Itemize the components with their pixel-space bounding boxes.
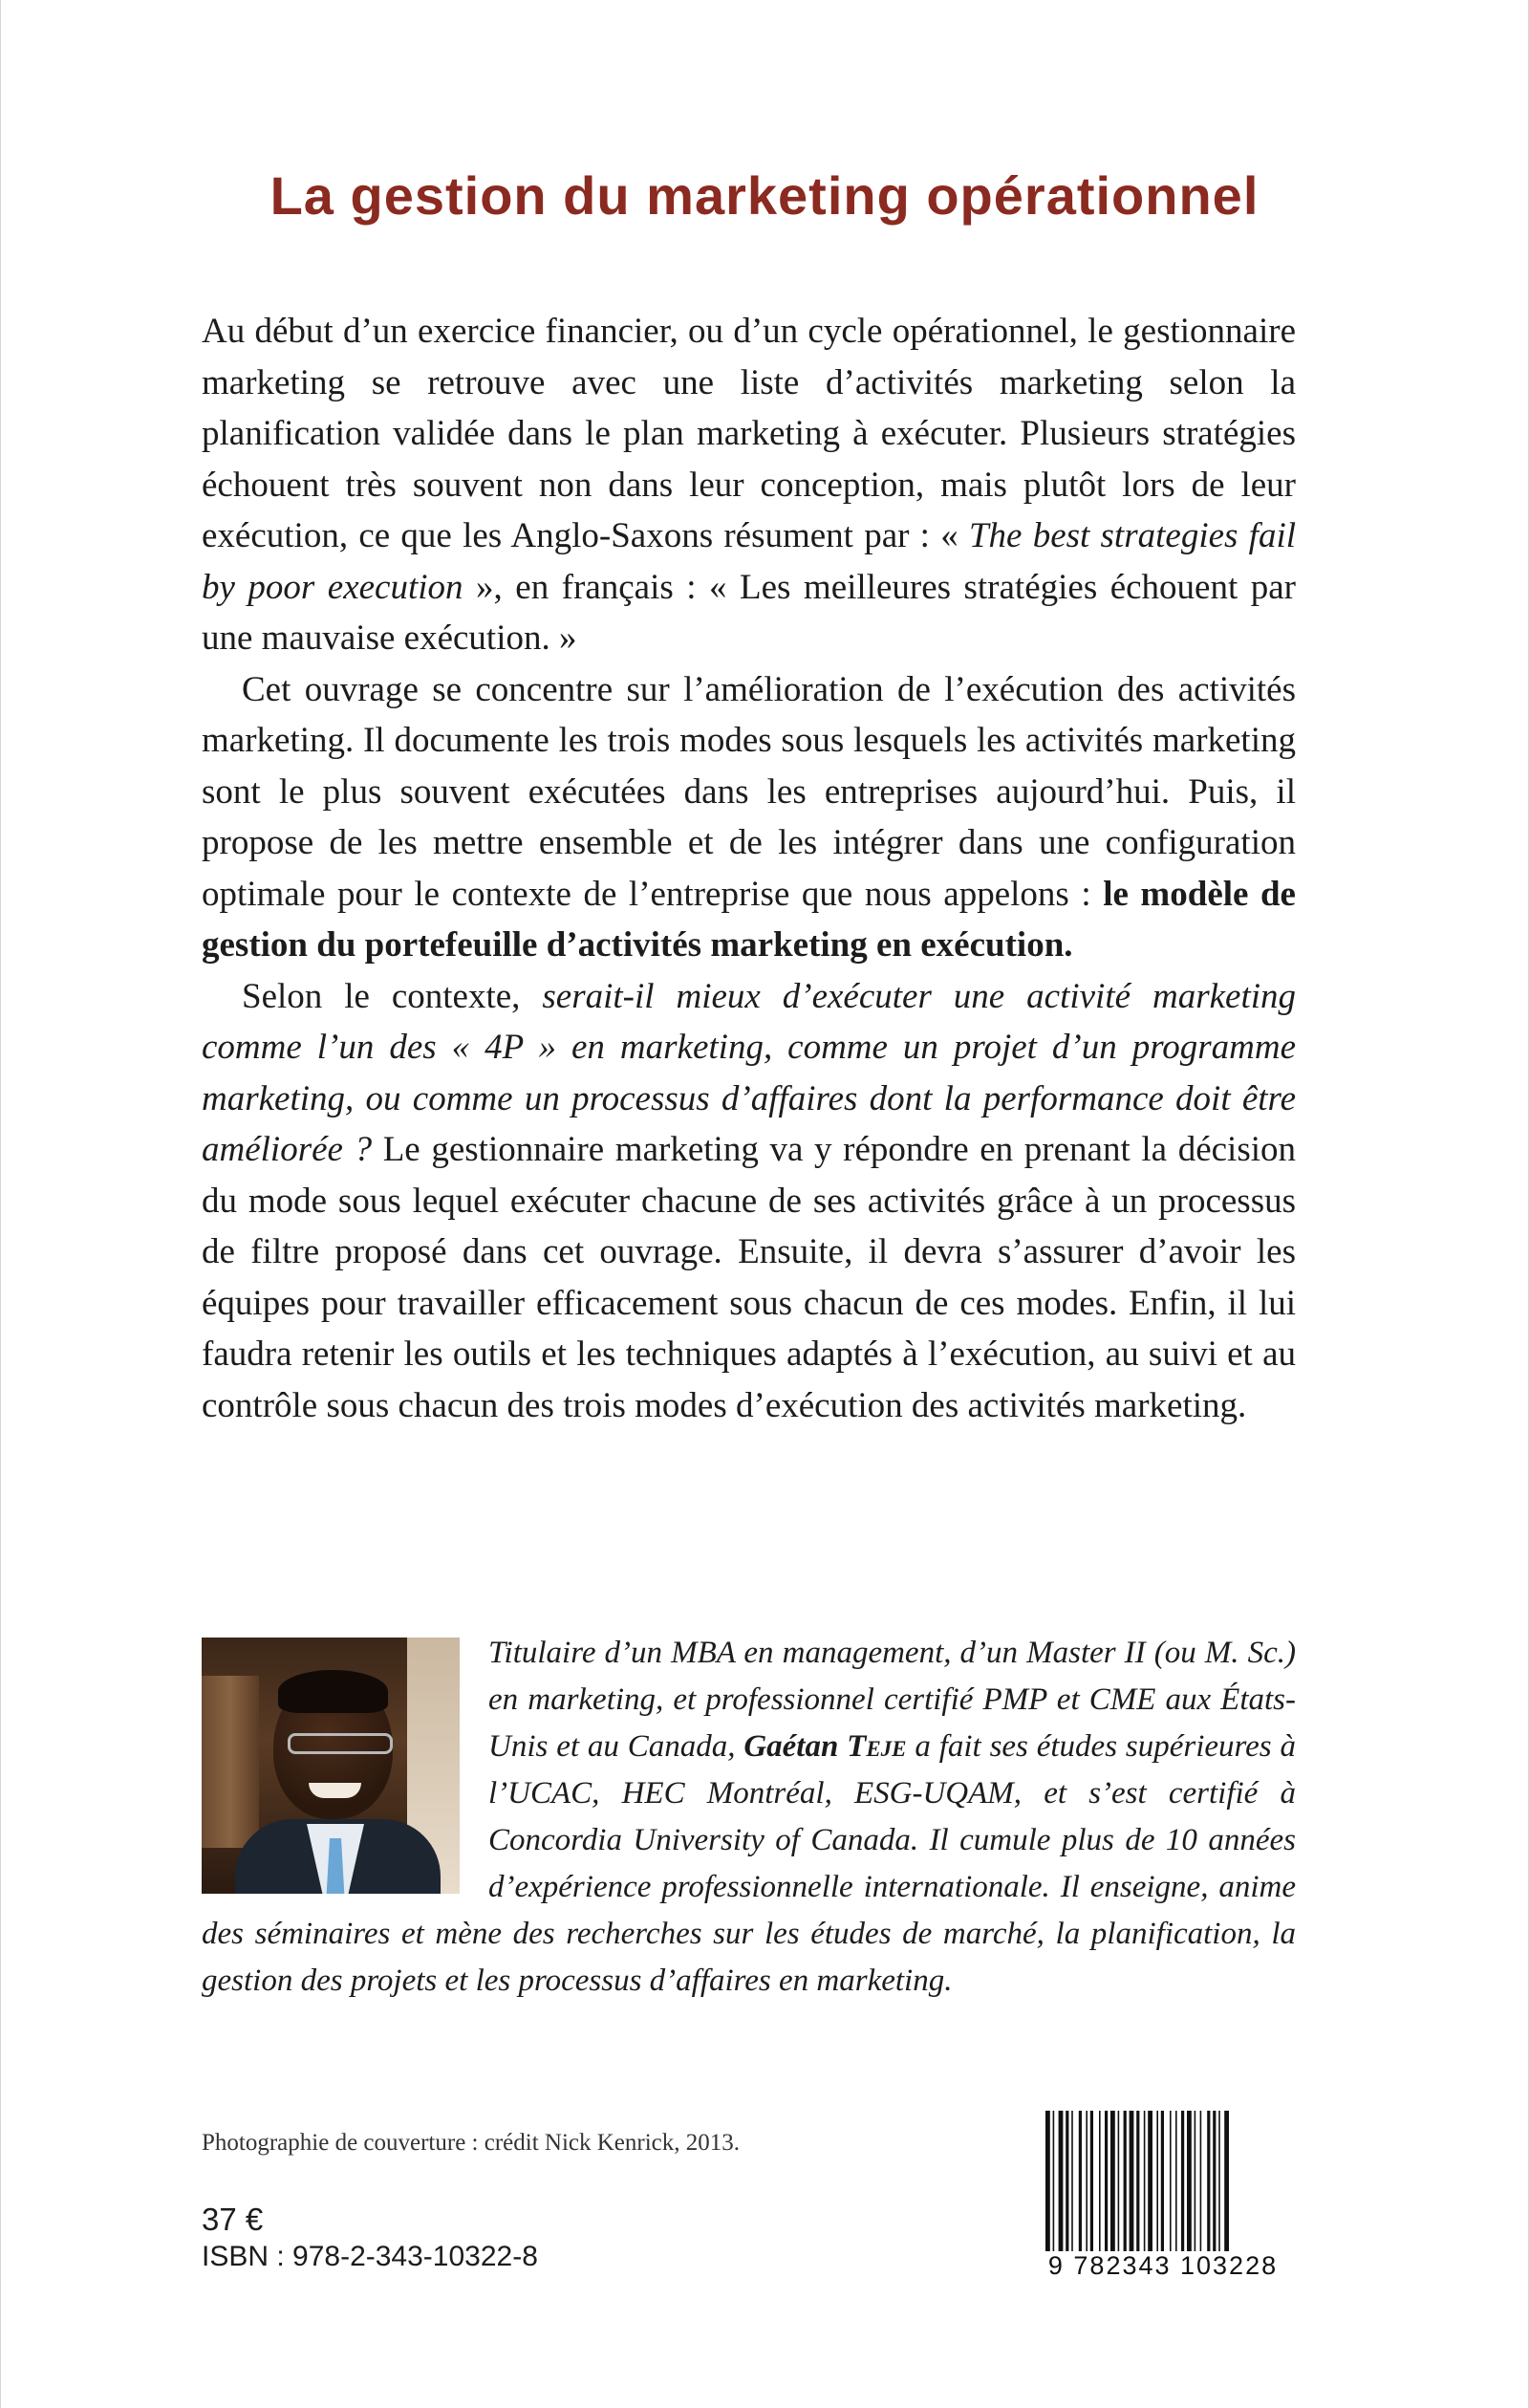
paragraph-3 (202, 971, 1296, 1432)
author-last-name: Teje (847, 1729, 907, 1764)
price: 37 € (202, 2202, 264, 2237)
paragraph-3-text: Le gestionnaire marketing va y répondre en prenant la décision du mode sous lequel exécuter chacune de ses activités grâce à un processus de filtre proposé dans cet ouvrage. Ensuite, il devra s’assurer d’avoir les équipes pour travailler efficacement sous chacun de ces modes. Enfin, il lui faudra retenir les outils et les techniques adaptés à l’exécution, au suivi et au contrôle sous chacun des trois modes d’exécution des activités marketing. (202, 1130, 1296, 1425)
english-quote: The best strategies fail by poor execution (202, 516, 1296, 607)
author-bio (202, 1630, 1296, 2005)
paragraph-1-end: », en français : « Les meilleures stratégies échouent par une mauvaise exécution. » (202, 567, 1296, 658)
barcode-digits: 9 782343 103228 (1040, 2251, 1286, 2281)
paragraph-2-text: Cet ouvrage se concentre sur l’amélioration de l’exécution des activités marketing. Il documente les trois modes sous lesquels les activités marketing sont le plus souvent exécutées dans les entreprises aujourd’hui. Puis, il propose de les mettre ensemble et de les intégrer dans une configuration optimale pour le contexte de l’entreprise que nous appelons : (202, 669, 1296, 914)
model-name: le modèle de gestion du portefeuille d’activités marketing en exécution. (202, 874, 1296, 965)
isbn: ISBN : 978-2-343-10322-8 (202, 2241, 538, 2272)
summary-text (202, 306, 1296, 1431)
paragraph-3-start: Selon le contexte, (242, 976, 543, 1016)
photo-credit: Photographie de couverture : crédit Nick Kenrick, 2013. (202, 2130, 741, 2156)
paragraph-1 (202, 306, 1296, 664)
author-photo (202, 1638, 460, 1894)
author-first-name: Gaétan (743, 1729, 839, 1764)
bio-text-start: Titulaire d’un MBA en management, d’un Master II (ou M. Sc.) en marketing, et professionnel certifié PMP et CME aux États-Unis et au Canada, (488, 1636, 1296, 1764)
bio-text-end: a fait ses études supérieures à l’UCAC, HEC Montréal, ESG-UQAM, et s’est certifié à Concordia University of Canada. Il cumule plus de 10 années d’expérience professionnelle internationale. Il enseigne, anime des séminaires et mène des recherches sur les études de marché, la planification, la gestion des projets et les processus d’affaires en marketing. (202, 1729, 1296, 1998)
barcode-bars (1040, 2111, 1286, 2254)
book-title: La gestion du marketing opérationnel (269, 165, 1260, 226)
paragraph-1-text: Au début d’un exercice financier, ou d’un cycle opérationnel, le gestionnaire marketing se retrouve avec une liste d’activités marketing selon la planification validée dans le plan marketing à exécuter. Plusieurs stratégies échouent très souvent non dans leur conception, mais plutôt lors de leur exécution, ce que les Anglo-Saxons résument par : « (202, 312, 1296, 555)
question-text: serait-il mieux d’exécuter une activité marketing comme l’un des « 4P » en marketing, comme un projet d’un programme marketing, ou comme un processus d’affaires dont la performance doit être améliorée ? (202, 976, 1297, 1169)
paragraph-2 (202, 664, 1296, 971)
